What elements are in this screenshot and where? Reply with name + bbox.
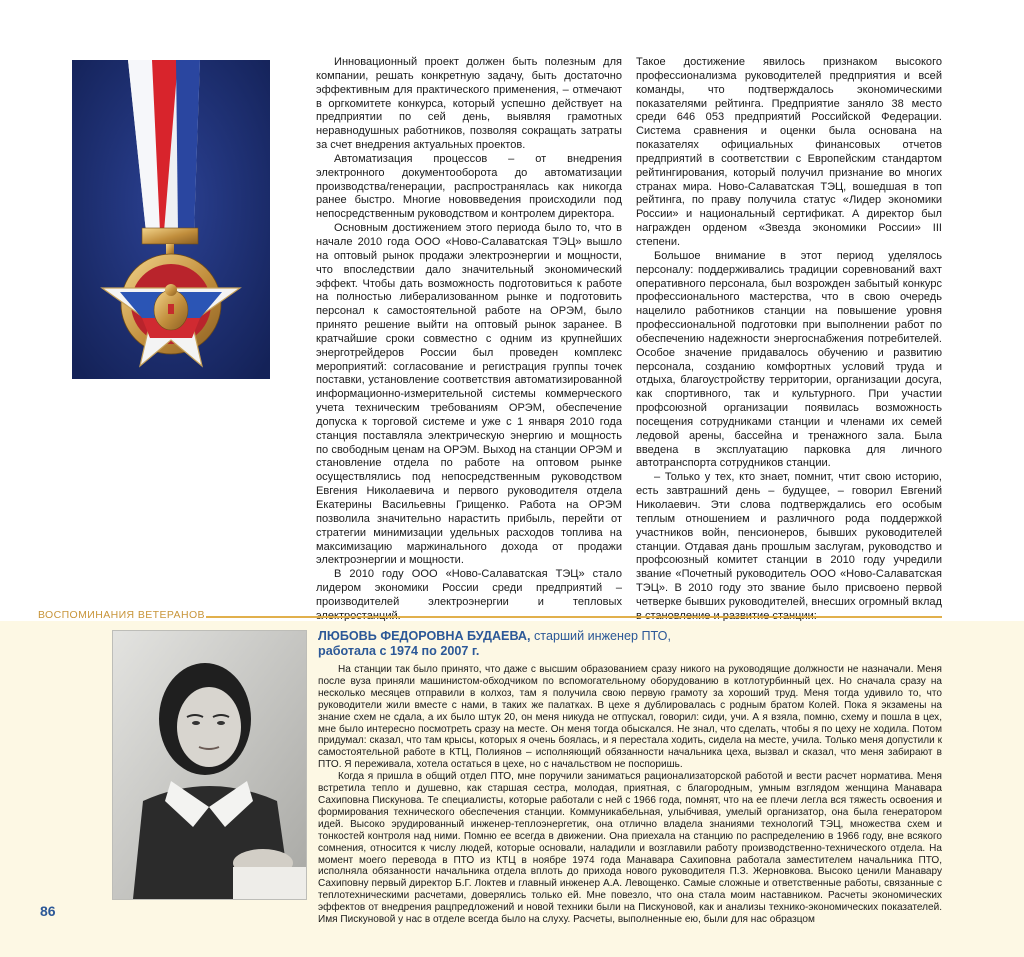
section-label: ВОСПОМИНАНИЯ ВЕТЕРАНОВ (38, 609, 205, 621)
veteran-portrait-photo (113, 631, 306, 899)
memoir-author-name: ЛЮБОВЬ ФЕДОРОВНА БУДАЕВА, (318, 629, 531, 643)
article-column-left (316, 56, 622, 624)
paragraph: Основным достижением этого периода было то, что в начале 2010 года ООО «Ново-Салаватская ТЭЦ» вышло на оптовый рынок продажи электроэнергии и мощности, что впоследствии дало значительный экономический эффект. Чтобы дать возможность подготовиться к работе на полностью либерализованном рынке и подготовить персонал к самостоятельной работе на ОРЭМ, было принято решение выйти на оптовый рынок заранее. В кратчайшие сроки совместно с одним из крупнейших энерготрейдеров России был проведен комплекс мероприятий: согласование и регистрация группы точек поставки, установление соответствия автоматизированной информационно-измерительной системы коммерческого учета техническим требованиям ОРЭМ, обеспечение допуска к торговой системе и уже с 1 января 2010 года станция поставляла электрическую энергию и мощность по свободным ценам на ОРЭМ. Выход на станции ОРЭМ и становление отдела по работе на оптовом рынке осуществлялись под непосредственным руководством Евгения Николаевича и первого руководителя отдела Екатерины Васильевны Грищенко. Работа на ОРЭМ позволила значительно нарастить прибыль, перейти от стратегии минимизации удельных расходов топлива на максимизацию маржинального дохода от продажи электроэнергии и мощности. (316, 222, 622, 567)
paragraph: Автоматизация процессов – от внедрения электронного документооборота до автоматизации производства/генерации, распространялась как никогда ранее быстро. Многие нововведения происходили под непосредственным руководством и контролем директора. (316, 152, 622, 221)
paragraph: В 2010 году ООО «Ново-Салаватская ТЭЦ» стало лидером экономики России среди предприятий – производителей электроэнергии и тепловых (316, 568, 622, 608)
paragraph: Такое достижение явилось признаком высокого профессионализма руководителей предприятия и всей команды, что подтверждалось экономическими показателями рейтинга. Предприятие заняло 38 место среди 646 053 предприятий Российской Федерации. Система сравнения и оценки была основана на показателях официальных финансовых отчетов предприятий в соответствии с Европейским стандартом рейтингирования, который получил признание во многих странах мира. Ново-Салаватская ТЭЦ, вошедшая в топ рейтинга, по праву получила статус «Лидер экономики России» и национальный сертификат. А директор был награжден орденом «Звезда экономики России» III степени. (636, 56, 942, 248)
memoir-author-period: работала с 1974 по 2007 г. (318, 644, 480, 658)
memoir-text (318, 664, 942, 926)
memoir-author (318, 629, 671, 659)
medal-photo (72, 60, 270, 379)
article-column-right (636, 56, 942, 624)
memoir-author-role: старший инженер ПТО, (530, 629, 671, 643)
memoir-paragraph: На станции так было принято, что даже с высшим образованием сразу никого на руководящие должности не назначали. Меня после вуза приняли машинистом-обходчиком по вспомогательному оборудованию в котлотурбинный цех. Но сначала сразу на несколько месяцев отправили в колхоз, там я получила свою первую грамоту за хороший труд. Меня тогда удивило то, что руководители жили вместе с нами, в таких же палатках. В цехе я дублировалась с родным братом Колей. Пока я экзамены на знание схем не сдала, а их было штук 20, он меня никуда не отпускал, говорил: сиди, учи. А я взяла, помню, схему и пошла в цех, мне было интересно посмотреть сразу на месте. Он меня тогда обыскался. Не знал, что сделать, чтобы я по цеху не ходила. Потом придумал: сказал, что там крысы, которых я очень боялась, и я перестала ходить, сидела на месте, учила. Только меня допустили к самостоятельной работе в КТЦ, Полиянов – исполняющий обязанности начальника цеха, вызвал и сказал, что меня забирают в ПТО. Я переживала, хотела остаться в цехе, но с начальством не поспоришь. (318, 664, 942, 771)
paragraph: Большое внимание в этот период уделялось персоналу: поддерживались традиции соревнований вахт оперативного персонала, был возрожден забытый конкурс профессионального мастерства, что в свою очередь нацелило работников станции на повышение уровня профессиональной подготовки при выполнении работ по обеспечению надежности энергоснабжения потребителей. Особое значение придавалось обучению и развитию персонала, созданию комфортных условий труда и отдыха, благоустройству территории, организации досуга, как спортивного, так и культурного. При участии профсоюзной организации появилась возможность посещения сотрудниками станции и членами их семей ледовой арены, бассейна и тренажного зала. Была введена в эксплуатацию парковка для личного автотранспорта сотрудников станции. (636, 249, 942, 470)
section-divider (206, 616, 942, 618)
paragraph: – Только у тех, кто знает, помнит, чтит свою историю, есть завтрашний день – будущее, – говорил Евгений Николаевич. Эти слова подтверждались его особым теплым отношением и различного рода поддержкой участников войн, пенсионеров, бывших руководителей станции. Отдавая дань прошлым заслугам, руководство и профсоюзный комитет станции в 2010 году учредили звание «Почетный руководитель ООО «Ново-Салаватская ТЭЦ». В 2010 году это звание было присвоено первой четверке бывших руководителей, внесших огромный вклад (636, 471, 942, 608)
page-number: 86 (40, 903, 56, 919)
memoir-paragraph: Когда я пришла в общий отдел ПТО, мне поручили заниматься рационализаторской работой и вести расчет норматива. Меня встретила тепло и душевно, как старшая сестра, молодая, приятная, с благородным, умным взглядом женщина Манавара Сахиповна Пискунова. Те специалисты, которые работали с ней с 1966 года, помнят, что на ее плечи легла вся тяжесть освоения и формирования технического обеспечения станции. Коммуникабельная, улыбчивая, умелый организатор, она была генератором идей. Высоко эрудированный инженер-теплоэнергетик, она отлично владела знаниями технологий ТЭЦ, множества схем и тонкостей контроля над ними. Помню ее всегда в движении. Она приехала на станцию по распределению в 1966 году, вне всякого сомнения, относится к числу людей, которые основали, наладили и возглавили работу производственно-технического отдела. На момент моего перевода в ПТО из КТЦ в ноябре 1974 года Манавара Сахиповна работала заместителем начальника ПТО, исполняла обязанности начальника отдела вплоть до прихода нового руководителя П.З. Жерновкова. Высоко ценили Манавару Сахиповну первый директор Б.Г. Локтев и главный инженер А.А. Левощенко. Самые сложные и ответственные работы, связанные с теплотехническими расчетами, доверялись только ей. Мне повезло, что она стала моим наставником. Расчеты экономических эффектов от внедрения рацпредложений и новой техники были на Пискуновой, как и анализы технико-экономических показателей. Имя Пискуновой у нас в отделе всегда было на слуху. Расчеты, выполненные ею, были для нас образцом (318, 771, 942, 926)
paragraph: Инновационный проект должен быть полезным для компании, решать конкретную задачу, быть достаточно эффективным для практического применения, – отмечают в оргкомитете конкурса, который успешно действует на предприятии по сей день, выявляя грамотных неравнодушных работников, позволяя сокращать затраты за счет внедрения актуальных проектов. (316, 56, 622, 152)
